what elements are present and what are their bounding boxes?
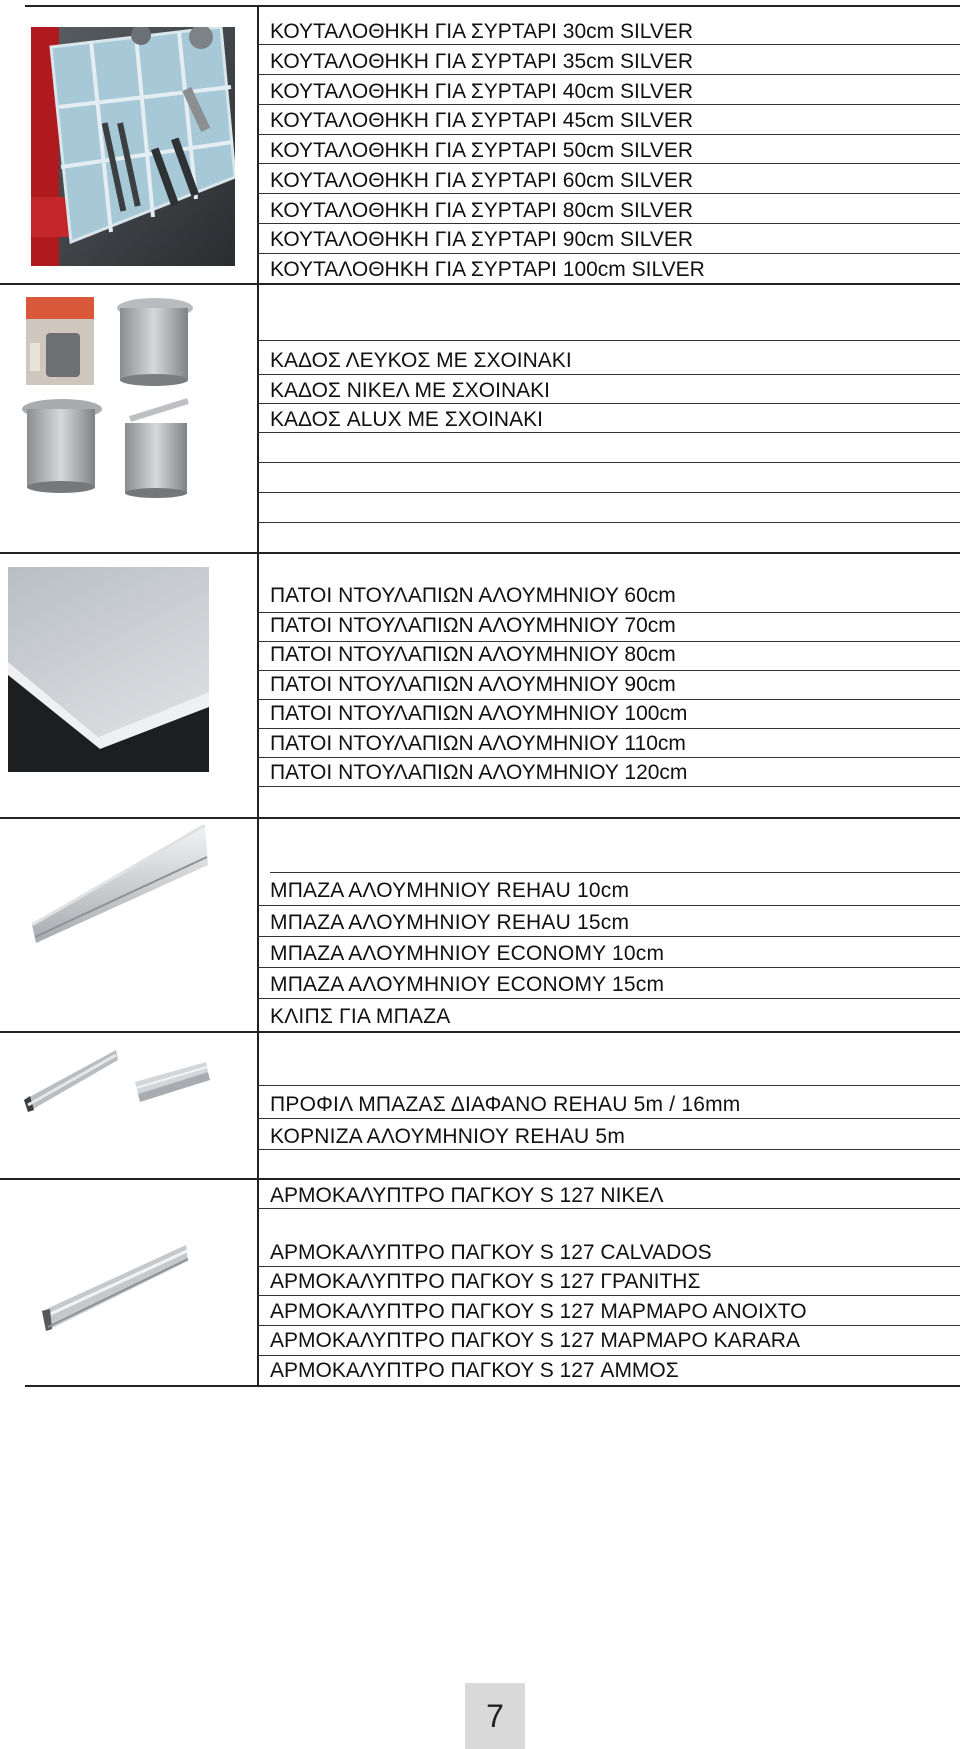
product-name: ΑΡΜΟΚΑΛΥΠΤΡΟ ΠΑΓΚΟΥ S 127 ΜΑΡΜΑΡΟ KARARA <box>270 1329 800 1352</box>
row-divider <box>257 340 960 341</box>
product-name: ΜΠΑΖΑ ΑΛΟΥΜΗΝΙΟΥ REHAU 10cm <box>270 879 630 902</box>
row-divider <box>257 432 960 433</box>
row-divider <box>257 1355 960 1356</box>
worktop-seal-profile-icon <box>40 1245 190 1335</box>
row-divider <box>257 1118 960 1119</box>
row-divider <box>257 74 960 75</box>
cutlery-tray-icon <box>31 27 235 266</box>
waste-bin-icon <box>20 293 198 499</box>
product-name: ΠΑΤΟΙ ΝΤΟΥΛΑΠΙΩΝ ΑΛΟΥΜΗΝΙΟΥ 80cm <box>270 643 676 666</box>
product-name: ΚΑΔΟΣ ΝΙΚΕΛ ΜΕ ΣΧΟΙΝΑΚΙ <box>270 379 550 402</box>
row-divider <box>257 699 960 700</box>
row-divider <box>257 757 960 758</box>
product-name: ΚΟΥΤΑΛΟΘΗΚΗ ΓΙΑ ΣΥΡΤΑΡΙ 50cm SILVER <box>270 139 694 162</box>
row-divider <box>257 163 960 164</box>
product-name: ΑΡΜΟΚΑΛΥΠΤΡΟ ΠΑΓΚΟΥ S 127 ΑΜΜΟΣ <box>270 1359 679 1382</box>
product-name: ΑΡΜΟΚΑΛΥΠΤΡΟ ΠΑΓΚΟΥ S 127 ΜΑΡΜΑΡΟ ΑΝΟΙΧΤΟ <box>270 1300 807 1323</box>
row-divider <box>257 998 960 999</box>
product-name: ΚΟΥΤΑΛΟΘΗΚΗ ΓΙΑ ΣΥΡΤΑΡΙ 80cm SILVER <box>270 199 694 222</box>
product-name: ΚΟΥΤΑΛΟΘΗΚΗ ΓΙΑ ΣΥΡΤΑΡΙ 100cm SILVER <box>270 258 705 281</box>
product-name: ΠΑΤΟΙ ΝΤΟΥΛΑΠΙΩΝ ΑΛΟΥΜΗΝΙΟΥ 90cm <box>270 673 676 696</box>
product-name: ΠΑΤΟΙ ΝΤΟΥΛΑΠΙΩΝ ΑΛΟΥΜΗΝΙΟΥ 120cm <box>270 761 688 784</box>
product-name: ΚΑΔΟΣ ΛΕΥΚΟΣ ΜΕ ΣΧΟΙΝΑΚΙ <box>270 349 572 372</box>
row-divider <box>257 374 960 375</box>
plinth-strip-icon <box>30 825 208 945</box>
row-divider <box>257 462 960 463</box>
aluminium-shelf-icon <box>8 567 209 772</box>
table-top-border <box>25 5 960 7</box>
section-divider <box>0 283 960 285</box>
product-name: ΚΟΥΤΑΛΟΘΗΚΗ ΓΙΑ ΣΥΡΤΑΡΙ 45cm SILVER <box>270 109 694 132</box>
row-divider <box>257 1149 960 1150</box>
product-name: ΠΡΟΦΙΛ ΜΠΑΖΑΣ ΔΙΑΦΑΝΟ REHAU 5m / 16mm <box>270 1093 741 1116</box>
row-divider <box>257 670 960 671</box>
row-divider <box>257 134 960 135</box>
plinth-profile-icon <box>20 1050 210 1130</box>
product-name: ΠΑΤΟΙ ΝΤΟΥΛΑΠΙΩΝ ΑΛΟΥΜΗΝΙΟΥ 70cm <box>270 614 676 637</box>
row-divider <box>257 193 960 194</box>
row-divider <box>257 104 960 105</box>
row-divider <box>257 905 960 906</box>
row-divider <box>257 492 960 493</box>
product-name: ΚΟΥΤΑΛΟΘΗΚΗ ΓΙΑ ΣΥΡΤΑΡΙ 30cm SILVER <box>270 20 694 43</box>
row-divider <box>270 872 960 873</box>
page-number: 7 <box>465 1683 525 1749</box>
product-name: ΚΟΡΝΙΖΑ ΑΛΟΥΜΗΝΙΟΥ REHAU 5m <box>270 1125 626 1148</box>
row-divider <box>257 522 960 523</box>
section-divider <box>0 1031 960 1033</box>
product-name: ΚΟΥΤΑΛΟΘΗΚΗ ΓΙΑ ΣΥΡΤΑΡΙ 35cm SILVER <box>270 50 694 73</box>
row-divider <box>257 253 960 254</box>
row-divider <box>257 786 960 787</box>
row-divider <box>257 641 960 642</box>
row-divider <box>257 403 960 404</box>
row-divider <box>257 728 960 729</box>
row-divider <box>257 1085 960 1086</box>
product-name: ΚΛΙΠΣ ΓΙΑ ΜΠΑΖΑ <box>270 1005 451 1028</box>
section-divider <box>0 552 960 554</box>
section-divider <box>0 817 960 819</box>
row-divider <box>257 612 960 613</box>
row-divider <box>257 223 960 224</box>
product-name: ΚΟΥΤΑΛΟΘΗΚΗ ΓΙΑ ΣΥΡΤΑΡΙ 90cm SILVER <box>270 228 694 251</box>
row-divider <box>257 1266 960 1267</box>
section-divider <box>0 1178 960 1180</box>
row-divider <box>257 1208 960 1209</box>
product-name: ΑΡΜΟΚΑΛΥΠΤΡΟ ΠΑΓΚΟΥ S 127 ΓΡΑΝΙΤΗΣ <box>270 1270 701 1293</box>
product-name: ΠΑΤΟΙ ΝΤΟΥΛΑΠΙΩΝ ΑΛΟΥΜΗΝΙΟΥ 110cm <box>270 732 686 755</box>
row-divider <box>257 1325 960 1326</box>
product-name: ΜΠΑΖΑ ΑΛΟΥΜΗΝΙΟΥ ECONOMY 15cm <box>270 973 665 996</box>
product-name: ΜΠΑΖΑ ΑΛΟΥΜΗΝΙΟΥ ECONOMY 10cm <box>270 942 665 965</box>
row-divider <box>257 967 960 968</box>
row-divider <box>257 44 960 45</box>
product-name: ΠΑΤΟΙ ΝΤΟΥΛΑΠΙΩΝ ΑΛΟΥΜΗΝΙΟΥ 100cm <box>270 702 688 725</box>
product-name: ΑΡΜΟΚΑΛΥΠΤΡΟ ΠΑΓΚΟΥ S 127 CALVADOS <box>270 1241 712 1264</box>
product-name: ΚΑΔΟΣ ALUX ΜΕ ΣΧΟΙΝΑΚΙ <box>270 408 543 431</box>
product-name: ΚΟΥΤΑΛΟΘΗΚΗ ΓΙΑ ΣΥΡΤΑΡΙ 60cm SILVER <box>270 169 694 192</box>
row-divider <box>257 936 960 937</box>
product-name: ΜΠΑΖΑ ΑΛΟΥΜΗΝΙΟΥ REHAU 15cm <box>270 911 630 934</box>
row-divider <box>257 1295 960 1296</box>
table-bottom-border <box>25 1385 960 1387</box>
product-name: ΚΟΥΤΑΛΟΘΗΚΗ ΓΙΑ ΣΥΡΤΑΡΙ 40cm SILVER <box>270 80 694 103</box>
product-name: ΠΑΤΟΙ ΝΤΟΥΛΑΠΙΩΝ ΑΛΟΥΜΗΝΙΟΥ 60cm <box>270 584 676 607</box>
product-name: ΑΡΜΟΚΑΛΥΠΤΡΟ ΠΑΓΚΟΥ S 127 ΝΙΚΕΛ <box>270 1184 664 1207</box>
